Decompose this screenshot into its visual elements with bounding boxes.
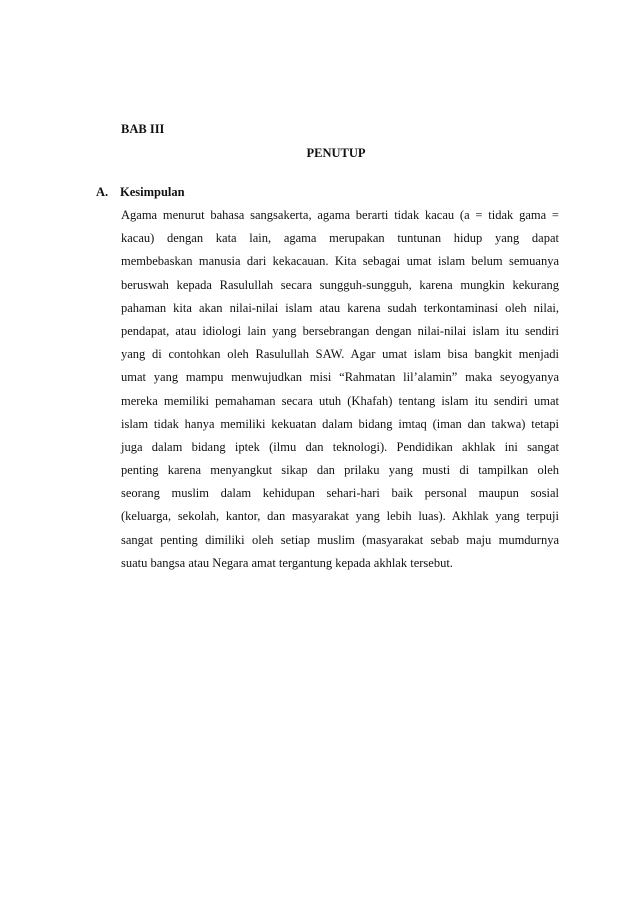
paragraph-line: membebaskan manusia dari kekacauan. Kita sebagai umat islam belum semuanya (121, 254, 559, 269)
paragraph-line: Agama menurut bahasa sangsakerta, agama berarti tidak kacau (a = tidak gama = (121, 208, 559, 222)
paragraph-line: suatu bangsa atau Negara amat tergantung kepada akhlak tersebut. (121, 555, 453, 570)
paragraph-line: umat yang mampu menwujudkan misi “Rahmatan lil’alamin” maka seyogyanya (121, 370, 559, 385)
paragraph-line: kacau) dengan kata lain, agama merupakan tuntunan hidup yang dapat (121, 231, 559, 246)
section-number: A. (96, 185, 109, 199)
section-title: Kesimpulan (120, 185, 185, 199)
paragraph-line: seorang muslim dalam kehidupan sehari-hari baik personal maupun sosial (121, 486, 559, 501)
section-heading (96, 184, 185, 200)
paragraph-line: juga dalam bidang iptek (ilmu dan teknologi). Pendidikan akhlak ini sangat (121, 439, 559, 454)
chapter-label: BAB III (121, 122, 165, 136)
paragraph-line: yang di contohkan oleh Rasulullah SAW. Agar umat islam bisa bangkit menjadi (121, 347, 559, 362)
conclusion-paragraph (121, 204, 559, 575)
chapter-title: PENUTUP (306, 146, 366, 160)
paragraph-line: pendapat, atau idiologi lain yang bersebrangan dengan nilai-nilai islam itu sendiri (121, 323, 559, 338)
paragraph-line: beruswah kepada Rasulullah secara sungguh-sungguh, karena mungkin kekurang (121, 277, 559, 292)
paragraph-line: islam tidak hanya memiliki kekuatan dalam bidang imtaq (iman dan takwa) tetapi (121, 416, 559, 431)
paragraph-line: penting karena menyangkut sikap dan prilaku yang musti di tampilkan oleh (121, 463, 559, 478)
paragraph-line: sangat penting dimiliki oleh setiap muslim (masyarakat sebab maju mumdurnya (121, 532, 559, 547)
paragraph-line: (keluarga, sekolah, kantor, dan masyarakat yang lebih luas). Akhlak yang terpuji (121, 509, 559, 524)
paragraph-line: mereka memiliki pemahaman secara utuh (Khafah) tentang islam itu sendiri umat (121, 393, 559, 408)
paragraph-line: pahaman kita akan nilai-nilai islam atau karena sudah terkontaminasi oleh nilai, (121, 300, 559, 315)
